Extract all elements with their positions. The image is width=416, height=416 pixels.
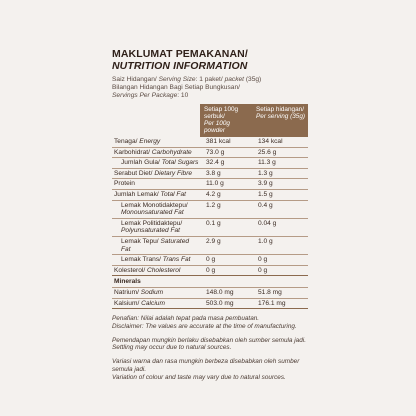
nutrient-label: Jumlah Lemak/ Total Fat xyxy=(112,189,200,200)
value-per-100g: 0 g xyxy=(200,265,252,276)
value-per-serving: 176.1 mg xyxy=(252,298,308,309)
value-per-serving: 134 kcal xyxy=(252,137,308,147)
minerals-heading: Minerals xyxy=(112,276,308,288)
table-header xyxy=(112,104,308,137)
table-row xyxy=(112,179,308,190)
table-row xyxy=(112,189,308,200)
header-per-serving: Setiap hidangan/ Per serving (35g) xyxy=(252,104,308,137)
value-per-100g: 148.0 mg xyxy=(200,287,252,298)
nutrient-label: Kalsium/ Calcium xyxy=(112,298,200,309)
value-per-serving: 0.4 g xyxy=(252,200,308,218)
note-paragraph: Pemendapan mungkin berlaku disebabkan oleh sumber semula jadi. Settling may occur due to natural sources. xyxy=(112,336,306,352)
value-per-100g: 0.1 g xyxy=(200,218,252,236)
nutrient-label: Karbohidrat/ Carbohydrate xyxy=(112,147,200,158)
value-per-100g: 2.9 g xyxy=(200,236,252,254)
table-row xyxy=(112,200,308,218)
title-english: NUTRITION INFORMATION xyxy=(112,60,248,72)
title-malay: MAKLUMAT PEMAKANAN/ xyxy=(112,48,248,60)
value-per-serving: 25.6 g xyxy=(252,147,308,158)
nutrient-label: Lemak Monotidaktepu/ Monounsaturated Fat xyxy=(112,200,200,218)
value-per-serving: 1.0 g xyxy=(252,236,308,254)
table-row xyxy=(112,147,308,158)
table-row xyxy=(112,287,308,298)
table-row xyxy=(112,298,308,309)
value-per-100g: 381 kcal xyxy=(200,137,252,147)
value-per-serving: 11.3 g xyxy=(252,158,308,169)
note-paragraph: Penafian: Nilai adalah tepat pada masa pembuatan. Disclaimer: The values are accurate at the time of manufacturing. xyxy=(112,315,297,330)
value-per-100g: 0 g xyxy=(200,255,252,266)
table-row xyxy=(112,137,308,147)
table-row xyxy=(112,168,308,179)
servings-per-package: Bilangan Hidangan Bagi Setiap Bungkusan/ Servings Per Package: 10 xyxy=(112,84,240,99)
nutrient-label: Protein xyxy=(112,179,200,190)
value-per-100g: 4.2 g xyxy=(200,189,252,200)
value-per-serving: 1.3 g xyxy=(252,168,308,179)
value-per-serving: 1.5 g xyxy=(252,189,308,200)
value-per-serving: 0.04 g xyxy=(252,218,308,236)
value-per-100g: 503.0 mg xyxy=(200,298,252,309)
nutrition-table xyxy=(112,104,308,309)
nutrition-label xyxy=(112,48,308,382)
value-per-100g: 32.4 g xyxy=(200,158,252,169)
value-per-100g: 11.0 g xyxy=(200,179,252,190)
nutrient-label: Jumlah Gula/ Total Sugars xyxy=(112,158,200,169)
nutrient-label: Tenaga/ Energy xyxy=(112,137,200,147)
value-per-100g: 3.8 g xyxy=(200,168,252,179)
value-per-serving: 0 g xyxy=(252,255,308,266)
header-per-100g: Setiap 100g serbuk/ Per 100g powder xyxy=(200,104,252,137)
table-row xyxy=(112,158,308,169)
value-per-serving: 0 g xyxy=(252,265,308,276)
note-paragraph: Variasi warna dan rasa mungkin berbeza disebabkan oleh sumber semula jadi. Variation of colour and taste may vary due to natural sources. xyxy=(112,358,300,381)
table-row xyxy=(112,265,308,276)
value-per-serving: 51.8 mg xyxy=(252,287,308,298)
nutrient-label: Natrium/ Sodium xyxy=(112,287,200,298)
nutrient-label: Lemak Tepu/ Saturated Fat xyxy=(112,236,200,254)
nutrient-label: Kolesterol/ Cholesterol xyxy=(112,265,200,276)
table-row xyxy=(112,236,308,254)
nutrient-label: Lemak Trans/ Trans Fat xyxy=(112,255,200,266)
nutrient-label: Lemak Politidaktepu/ Polyunsaturated Fat xyxy=(112,218,200,236)
table-row xyxy=(112,218,308,236)
table-row xyxy=(112,255,308,266)
nutrient-label: Serabut Diet/ Dietary Fibre xyxy=(112,168,200,179)
value-per-100g: 1.2 g xyxy=(200,200,252,218)
value-per-100g: 73.0 g xyxy=(200,147,252,158)
serving-size: Saiz Hidangan/ Serving Size: 1 paket/ packet (35g) xyxy=(112,76,262,83)
value-per-serving: 3.9 g xyxy=(252,179,308,190)
